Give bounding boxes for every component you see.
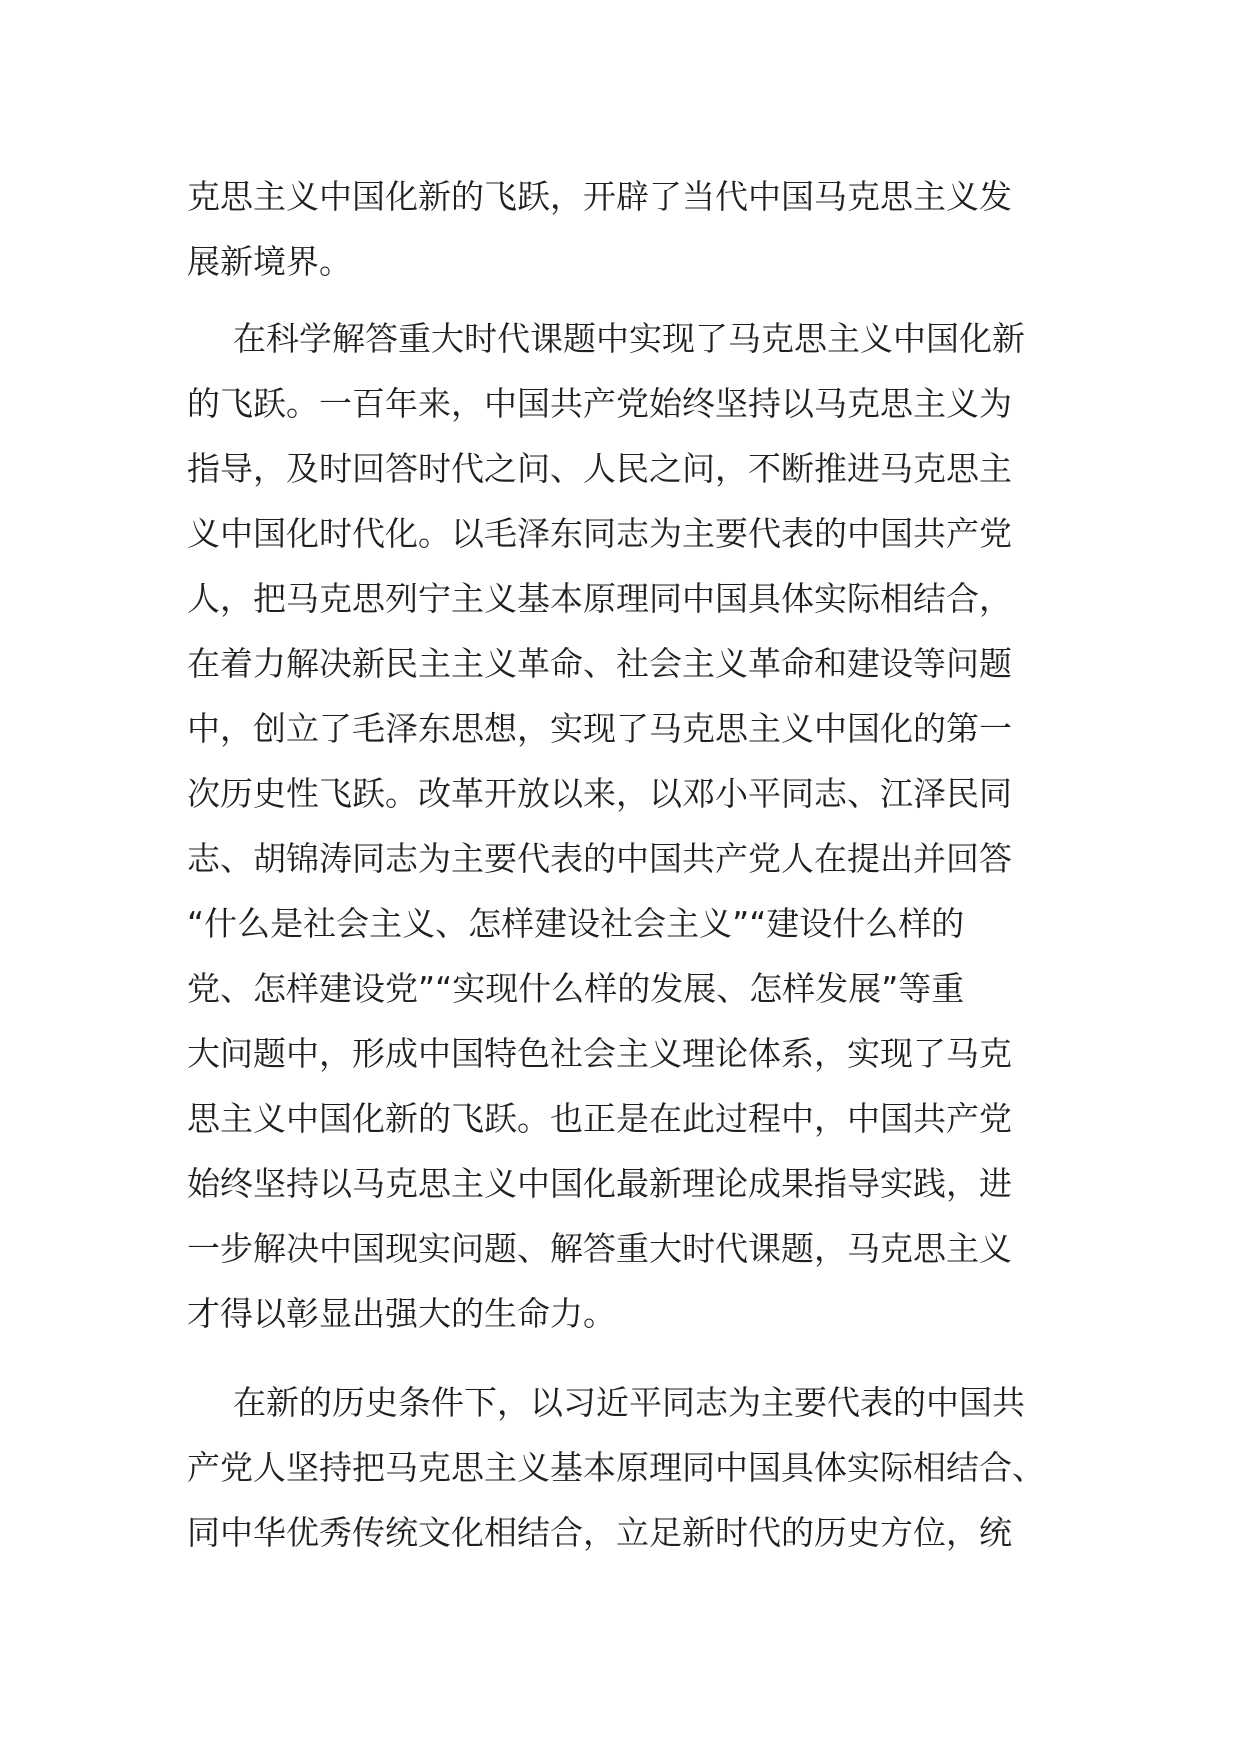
paragraph-line: 产党人坚持把马克思主义基本原理同中国具体实际相结合、 xyxy=(187,1448,1045,1487)
paragraph-line: 在新的历史条件下，以习近平同志为主要代表的中国共 xyxy=(233,1383,1025,1422)
paragraph-line: 才得以彰显出强大的生命力。 xyxy=(187,1294,616,1333)
paragraph-line: 一步解决中国现实问题、解答重大时代课题，马克思主义 xyxy=(187,1229,1012,1268)
paragraph-line: 党、怎样建设党”“实现什么样的发展、怎样发展”等重 xyxy=(187,969,965,1008)
paragraph-line: 次历史性飞跃。改革开放以来，以邓小平同志、江泽民同 xyxy=(187,774,1012,813)
paragraph-2 xyxy=(187,306,1057,1346)
paragraph-line: 志、胡锦涛同志为主要代表的中国共产党人在提出并回答 xyxy=(187,839,1012,878)
paragraph-line: 同中华优秀传统文化相结合，立足新时代的历史方位，统 xyxy=(187,1513,1012,1552)
paragraph-line: 思主义中国化新的飞跃。也正是在此过程中，中国共产党 xyxy=(187,1099,1012,1138)
paragraph-line: 在着力解决新民主主义革命、社会主义革命和建设等问题 xyxy=(187,644,1012,683)
paragraph-line: 始终坚持以马克思主义中国化最新理论成果指导实践，进 xyxy=(187,1164,1012,1203)
paragraph-line: “什么是社会主义、怎样建设社会主义”“建设什么样的 xyxy=(187,904,965,943)
paragraph-1 xyxy=(187,164,1057,294)
paragraph-line: 展新境界。 xyxy=(187,242,352,281)
paragraph-line: 大问题中，形成中国特色社会主义理论体系，实现了马克 xyxy=(187,1034,1012,1073)
paragraph-line: 中，创立了毛泽东思想，实现了马克思主义中国化的第一 xyxy=(187,709,1012,748)
paragraph-line: 在科学解答重大时代课题中实现了马克思主义中国化新 xyxy=(233,319,1025,358)
paragraph-3 xyxy=(187,1370,1057,1565)
paragraph-line: 义中国化时代化。以毛泽东同志为主要代表的中国共产党 xyxy=(187,514,1012,553)
paragraph-line: 克思主义中国化新的飞跃，开辟了当代中国马克思主义发 xyxy=(187,177,1012,216)
paragraph-line: 人，把马克思列宁主义基本原理同中国具体实际相结合， xyxy=(187,579,1012,618)
paragraph-line: 的飞跃。一百年来，中国共产党始终坚持以马克思主义为 xyxy=(187,384,1012,423)
paragraph-line: 指导，及时回答时代之问、人民之问，不断推进马克思主 xyxy=(187,449,1012,488)
